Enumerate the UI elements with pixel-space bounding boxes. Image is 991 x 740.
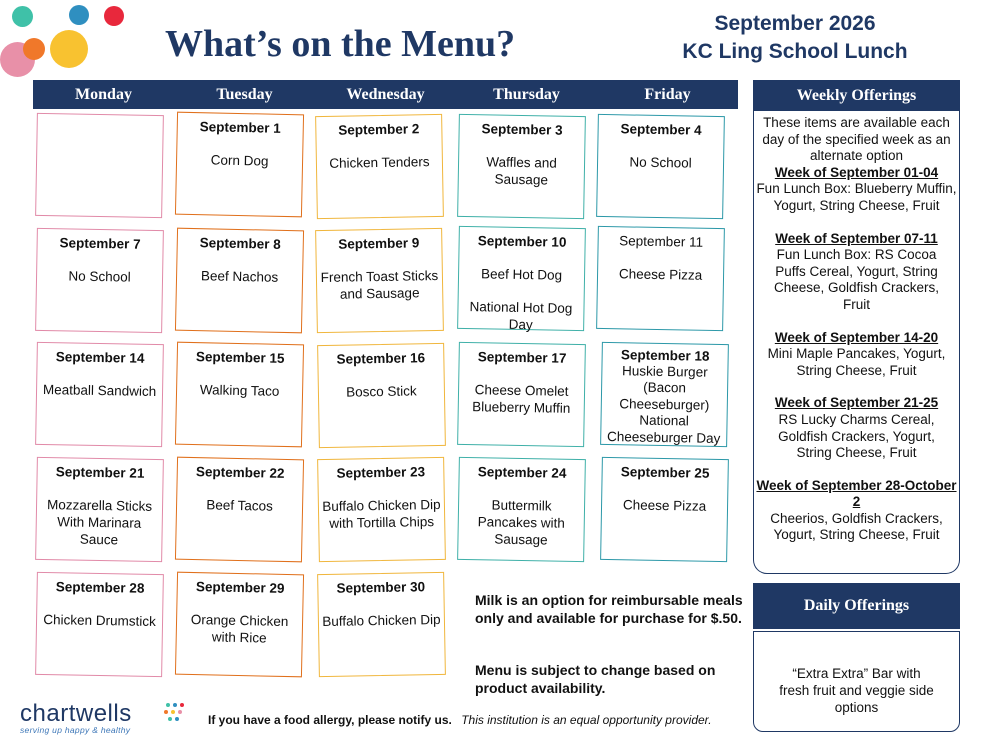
weekly-week-text: Mini Maple Pancakes, Yogurt, String Cheese, Fruit [767, 346, 946, 378]
month-heading [640, 10, 950, 66]
cell-date: September 25 [620, 464, 710, 481]
month-label: September 2026 [714, 12, 876, 35]
school-label: KC Ling School Lunch [682, 40, 908, 63]
day-header-monday: Monday [75, 86, 132, 103]
cell-date: September 10 [477, 233, 567, 250]
cell-item: Orange Chicken with Rice [190, 611, 289, 646]
day-header-bar [33, 80, 738, 109]
cell-item: Waffles and Sausage [486, 154, 557, 188]
cell-date: September 17 [477, 349, 567, 366]
chartwells-logo [20, 700, 132, 735]
cell-item: No School [68, 268, 131, 285]
menu-cell [315, 228, 444, 333]
weekly-offerings-header: Weekly Offerings [753, 80, 960, 111]
change-note: Menu is subject to change based on product availability. [475, 662, 716, 696]
cell-item: Buffalo Chicken Dip [322, 611, 441, 630]
cell-item: Beef Hot Dog [480, 266, 563, 283]
cell-date: September 29 [195, 579, 285, 596]
weekly-week-title: Week of September 01-04 [774, 164, 939, 180]
cell-item: Corn Dog [210, 152, 269, 169]
menu-cell [315, 114, 444, 219]
cell-date: September 4 [620, 121, 702, 138]
cell-item: Chicken Drumstick [43, 612, 156, 629]
menu-cell [457, 114, 586, 219]
menu-cell [457, 226, 586, 331]
weekly-week-text: RS Lucky Charms Cereal, Goldfish Crackers, Yogurt, String Cheese, Fruit [778, 411, 935, 461]
weekly-offerings-panel [753, 111, 960, 574]
cell-date: September 15 [195, 349, 285, 366]
cell-item: Chicken Tenders [329, 154, 430, 171]
weekly-week-title: Week of September 21-25 [774, 395, 939, 411]
cell-date: September 11 [619, 233, 704, 250]
cell-date: September 7 [59, 235, 141, 252]
cell-date: September 9 [338, 235, 420, 252]
cell-item: National Hot Dog Day [469, 299, 573, 333]
cell-item: Beef Tacos [206, 497, 273, 514]
cell-item: Buttermilk Pancakes with Sausage [477, 497, 565, 548]
day-header-thursday: Thursday [493, 86, 560, 103]
page-title: What’s on the Menu? [165, 23, 516, 65]
cell-item: Cheese Omelet Blueberry Muffin [472, 382, 571, 416]
cell-date: September 28 [55, 579, 145, 596]
menu-cell [175, 572, 304, 678]
cell-item: Buffalo Chicken Dip with Tortilla Chips [322, 496, 441, 531]
day-header-tuesday: Tuesday [216, 86, 273, 103]
logo-dots-icon [164, 703, 188, 723]
footer-text [208, 713, 712, 727]
menu-cell [175, 228, 304, 334]
cell-item: Cheese Pizza [622, 497, 707, 514]
cell-date: September 18 [620, 347, 710, 364]
menu-cell-empty [35, 113, 164, 218]
cell-date: September 14 [55, 349, 145, 366]
weekly-week-title: Week of September 28-October 2 [756, 477, 957, 510]
cell-date: September 23 [336, 464, 426, 481]
dot-yellow-icon [50, 30, 88, 68]
daily-offerings-text: “Extra Extra” Bar with fresh fruit and veggie side options [779, 666, 934, 715]
menu-cell [317, 457, 446, 562]
menu-cell [600, 342, 729, 447]
cell-date: September 1 [199, 119, 281, 136]
dot-orange-icon [23, 38, 45, 60]
cell-item: Mozzarella Sticks With Marinara Sauce [46, 497, 153, 548]
cell-date: September 2 [338, 121, 420, 138]
menu-cell [317, 343, 446, 448]
menu-cell [600, 457, 729, 562]
day-header-friday: Friday [644, 86, 691, 103]
allergy-notice: If you have a food allergy, please notify us. [208, 713, 452, 727]
menu-cell [35, 457, 164, 562]
cell-item: Walking Taco [199, 382, 280, 399]
menu-cell [175, 342, 304, 448]
cell-date: September 16 [336, 350, 426, 367]
weekly-intro: These items are available each day of the specified week as an alternate option [762, 115, 951, 164]
menu-cell [317, 572, 446, 677]
cell-date: September 22 [195, 464, 285, 481]
weekly-week-title: Week of September 07-11 [775, 230, 938, 246]
cell-item: Beef Nachos [200, 268, 279, 285]
logo-tagline: serving up happy & healthy [20, 725, 131, 735]
menu-cell [35, 572, 164, 677]
daily-offerings-panel [753, 631, 960, 732]
daily-offerings-header: Daily Offerings [753, 583, 960, 629]
menu-cell [175, 457, 304, 563]
dot-blue-icon [69, 5, 89, 25]
weekly-week-text: Fun Lunch Box: Blueberry Muffin, Yogurt, String Cheese, Fruit [756, 181, 957, 213]
weekly-week-title: Week of September 14-20 [774, 329, 939, 345]
dot-red-icon [104, 6, 124, 26]
cell-date: September 3 [481, 121, 563, 138]
menu-cell [457, 342, 586, 447]
cell-date: September 21 [55, 464, 145, 481]
cell-date: September 8 [199, 235, 281, 252]
logo-wordmark: chartwells [20, 700, 132, 727]
menu-cell [596, 114, 725, 219]
cell-item: French Toast Sticks and Sausage [320, 267, 439, 302]
cell-item: Meatball Sandwich [42, 382, 157, 399]
menu-cell [35, 342, 164, 447]
day-header-wednesday: Wednesday [346, 86, 425, 103]
menu-cell [457, 457, 586, 562]
cell-item: Bosco Stick [346, 383, 417, 400]
cell-item: Huskie Burger (Bacon Cheeseburger) National Cheeseburger Day [606, 363, 721, 446]
weekly-week-text: Cheerios, Goldfish Crackers, Yogurt, String Cheese, Fruit [770, 510, 943, 543]
milk-note: Milk is an option for reimbursable meals only and available for purchase for $.50. [475, 592, 743, 626]
cell-date: September 30 [336, 579, 426, 596]
weekly-week-text: Fun Lunch Box: RS Cocoa Puffs Cereal, Yogurt, String Cheese, Goldfish Crackers, Fruit [773, 247, 940, 312]
cell-item: No School [629, 154, 692, 171]
cell-item: Cheese Pizza [618, 266, 703, 283]
dot-teal-icon [12, 6, 33, 27]
menu-cell [35, 228, 164, 333]
menu-cell [596, 226, 725, 331]
menu-cell [175, 112, 304, 218]
cell-date: September 24 [477, 464, 567, 481]
equal-opportunity-notice: This institution is an equal opportunity provider. [461, 713, 712, 727]
